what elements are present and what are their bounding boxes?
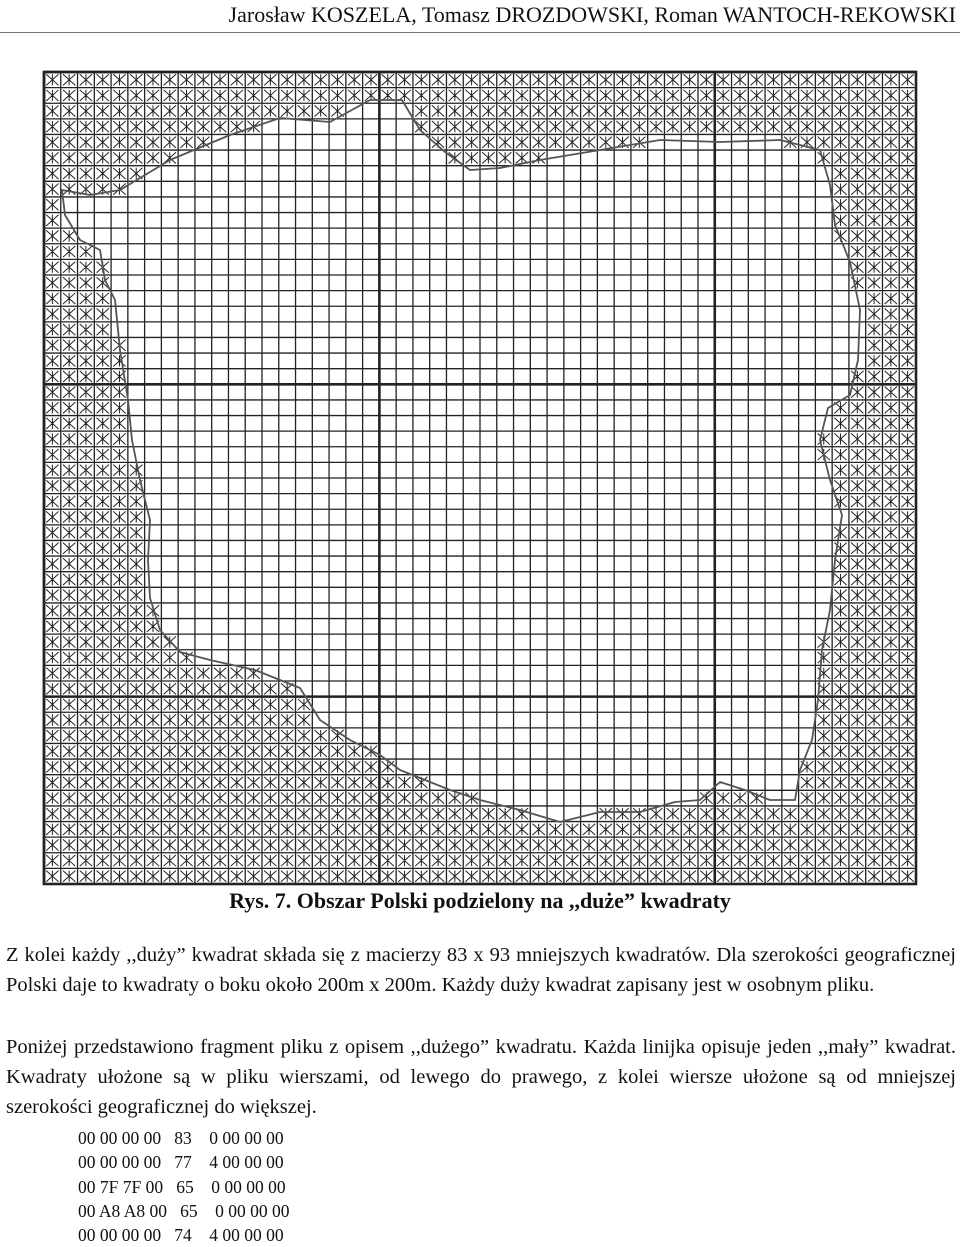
paragraph-2: Poniżej przedstawiono fragment pliku z opisem ,,dużego” kwadratu. Każda linijka opisuje jeden ,,mały” kwadrat. Kwadraty ułożone są w pliku wierszami, od lewego do prawego, z kolei wiersze ułożone są od mniejszej szerokości geograficznej do większej. [6,1036,956,1118]
code-line: 00 7F 7F 00 65 0 00 00 00 [78,1176,286,1197]
paragraph-1: Z kolei każdy ,,duży” kwadrat składa się z macierzy 83 x 93 mniejszych kwadratów. Dla szerokości geograficznej Polski daje to kwadraty o boku około 200m x 200m. Każdy duży kwadrat zapisany jest w osobnym pliku. [6,944,956,996]
authors: Jarosław KOSZELA, Tomasz DROZDOWSKI, Roman WANTOCH-REKOWSKI [228,2,956,27]
code-line: 00 00 00 00 74 4 00 00 00 [78,1225,284,1246]
code-line: 00 00 00 00 83 0 00 00 00 [78,1128,284,1148]
file-fragment [78,1126,289,1247]
figure-caption: Rys. 7. Obszar Polski podzielony na ,,duże” kwadraty [229,888,731,913]
code-line: 00 A8 A8 00 65 0 00 00 00 [78,1200,290,1221]
poland-outline [62,100,860,822]
code-line: 00 00 00 00 77 4 00 00 00 [78,1152,284,1173]
